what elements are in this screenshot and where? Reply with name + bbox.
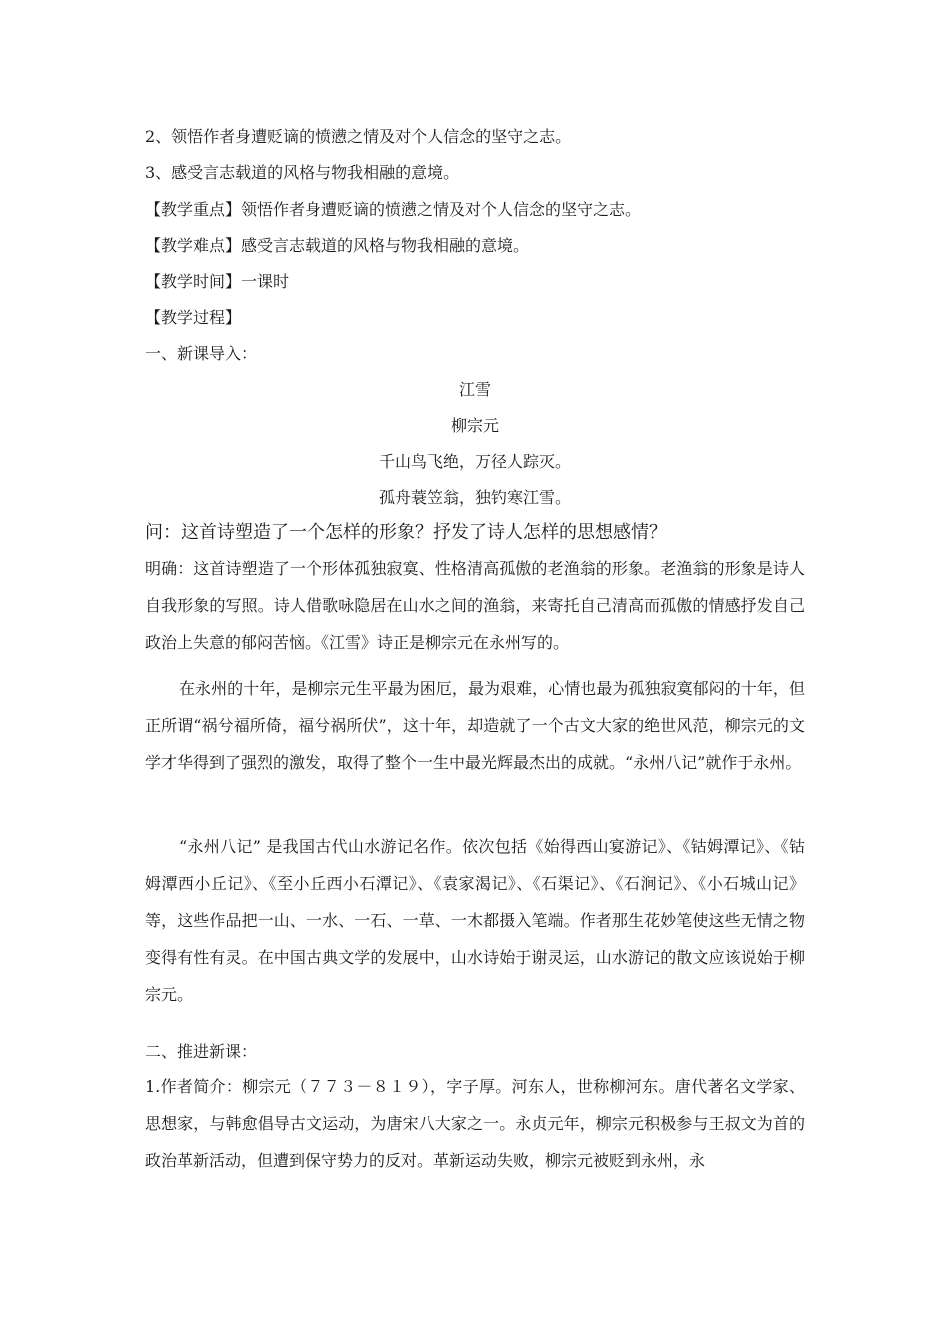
author-intro-paragraph: 1.作者简介：柳宗元（７７３－８１９），字子厚。河东人，世称柳河东。唐代著名文学家、思想家，与韩愈倡导古文运动，为唐宋八大家之一。永贞元年，柳宗元积极参与王叔文为首的政治革新活动，但遭到保守势力的反对。革新运动失败，柳宗元被贬到永州，永 xyxy=(145,1077,805,1170)
teaching-difficult-point: 【教学难点】感受言志载道的风格与物我相融的意境。 xyxy=(145,236,530,255)
teaching-process-heading: 【教学过程】 xyxy=(145,308,242,327)
poem-title: 江雪 xyxy=(458,380,491,399)
question-line: 问：这首诗塑造了一个怎样的形象？抒发了诗人怎样的思想感情？ xyxy=(145,522,667,543)
poem-line-2: 孤舟蓑笠翁，独钓寒江雪。 xyxy=(378,488,571,507)
yongzhou-paragraph: 在永州的十年，是柳宗元生平最为困厄，最为艰难，心情也最为孤独寂寞郁闷的十年，但正所谓“祸兮福所倚，福兮祸所伏”，这十年，却造就了一个古文大家的绝世风范，柳宗元的文学才华得到了强烈的激发，取得了整个一生中最光辉最杰出的成就。“永州八记”就作于永州。 xyxy=(145,679,805,772)
eight-records-paragraph: “永州八记” 是我国古代山水游记名作。依次包括《始得西山宴游记》、《钴姆潭记》、《钴姆潭西小丘记》、《至小丘西小石潭记》、《袁家渴记》、《石渠记》、《石涧记》、《小石城山记》等，这些作品把一山、一水、一石、一草、一木都摄入笔端。作者那生花妙笔使这些无情之物变得有性有灵。在中国古典文学的发展中，山水诗始于谢灵运，山水游记的散文应该说始于柳宗元。 xyxy=(145,837,805,1004)
section-heading-intro: 一、新课导入： xyxy=(145,344,258,363)
poem-author: 柳宗元 xyxy=(450,416,499,435)
teaching-goal-3: 3、感受言志载道的风格与物我相融的意境。 xyxy=(145,163,460,182)
poem-line-1: 千山鸟飞绝，万径人踪灭。 xyxy=(378,452,571,471)
teaching-time: 【教学时间】一课时 xyxy=(145,272,290,291)
teaching-key-point: 【教学重点】领悟作者身遭贬谪的愤懑之情及对个人信念的坚守之志。 xyxy=(145,200,642,219)
answer-paragraph: 明确：这首诗塑造了一个形体孤独寂寞、性格清高孤傲的老渔翁的形象。老渔翁的形象是诗人自我形象的写照。诗人借歌咏隐居在山水之间的渔翁，来寄托自己清高而孤傲的情感抒发自己政治上失意的郁闷苦恼。《江雪》诗正是柳宗元在永州写的。 xyxy=(145,559,805,652)
section-heading-new-lesson: 二、推进新课： xyxy=(145,1042,258,1061)
teaching-goal-2: 2、领悟作者身遭贬谪的愤懑之情及对个人信念的坚守之志。 xyxy=(145,127,572,146)
